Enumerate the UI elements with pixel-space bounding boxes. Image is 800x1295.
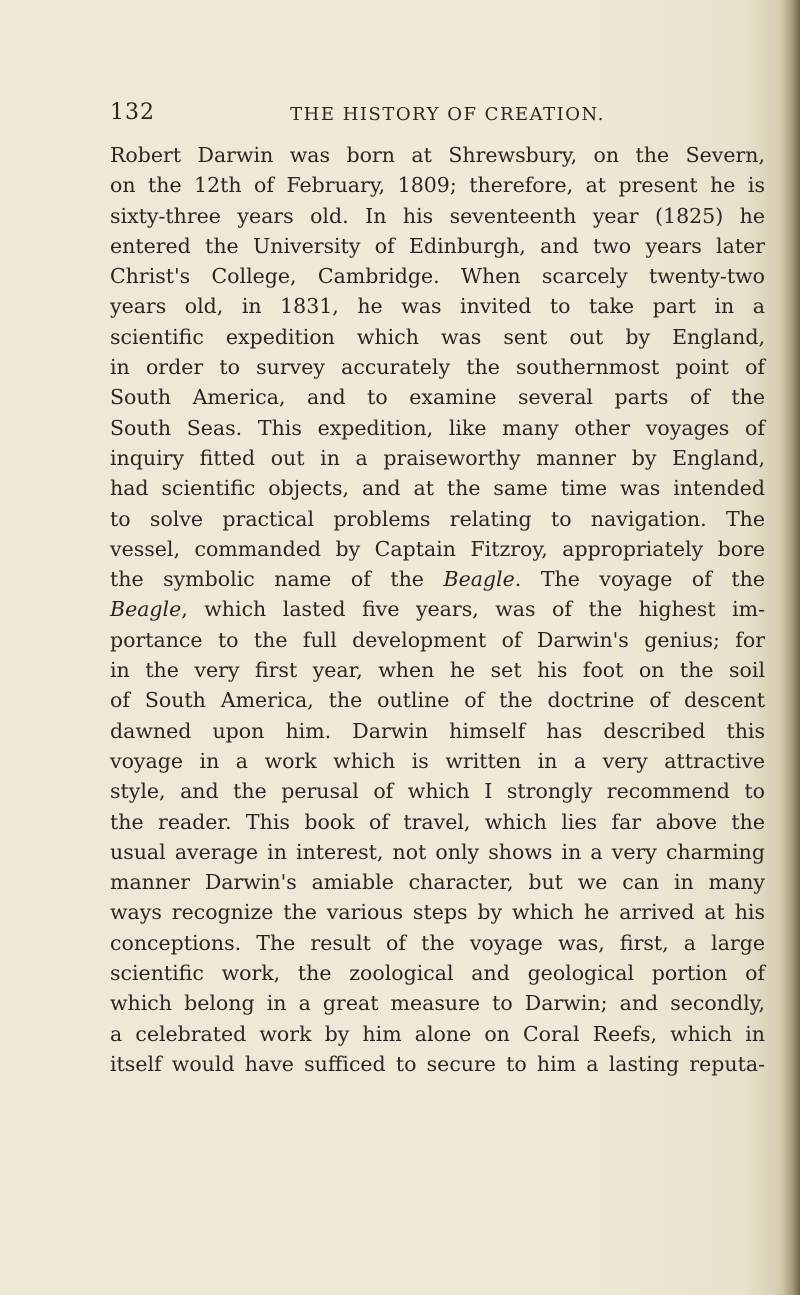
- text-line: portance to the full development of Darwin's genius; for: [110, 627, 765, 652]
- text-line: of South America, the outline of the doctrine of descent: [110, 688, 765, 713]
- text-line: scientific expedition which was sent out by England,: [110, 324, 765, 349]
- text-line: in the very first year, when he set his foot on the soil: [110, 658, 765, 683]
- text-line: conceptions. The result of the voyage was, first, a large: [110, 930, 765, 955]
- text-line: sixty-three years old. In his seventeenth year (1825) he: [110, 203, 765, 228]
- text-line: ways recognize the various steps by which he arrived at his: [110, 900, 765, 925]
- running-title: THE HISTORY OF CREATION.: [290, 104, 605, 125]
- text-line: a celebrated work by him alone on Coral Reefs, which in: [110, 1021, 765, 1046]
- text-line: the reader. This book of travel, which lies far above the: [110, 809, 765, 834]
- text-line: entered the University of Edinburgh, and two years later: [110, 233, 765, 258]
- text-line: Robert Darwin was born at Shrewsbury, on the Severn,: [110, 143, 765, 167]
- page-header: [110, 100, 765, 134]
- text-line: Christ's College, Cambridge. When scarcely twenty-two: [110, 264, 765, 289]
- text-line: dawned upon him. Darwin himself has described this: [110, 718, 765, 743]
- text-line: South Seas. This expedition, like many other voyages of: [110, 415, 765, 440]
- text-line: usual average in interest, not only shows in a very charming: [110, 839, 765, 864]
- text-line: to solve practical problems relating to navigation. The: [110, 506, 765, 531]
- text-line: South America, and to examine several parts of the: [110, 385, 765, 410]
- text-line: voyage in a work which is written in a very attractive: [110, 748, 765, 773]
- text-line: years old, in 1831, he was invited to take part in a: [110, 294, 765, 319]
- text-line: in order to survey accurately the southernmost point of: [110, 355, 765, 380]
- text-line: Beagle, which lasted five years, was of the highest im-: [110, 597, 765, 622]
- text-line: vessel, commanded by Captain Fitzroy, appropriately bore: [110, 536, 765, 561]
- text-line: the symbolic name of the Beagle. The voyage of the: [110, 567, 765, 592]
- text-line: had scientific objects, and at the same time was intended: [110, 476, 765, 501]
- text-line: itself would have sufficed to secure to him a lasting reputa-: [110, 1051, 765, 1076]
- text-line: manner Darwin's amiable character, but we can in many: [110, 870, 765, 895]
- text-line: scientific work, the zoological and geological portion of: [110, 961, 765, 986]
- page-number: 132: [110, 100, 155, 125]
- body-text: [110, 140, 765, 1079]
- text-line: inquiry fitted out in a praiseworthy manner by England,: [110, 445, 765, 470]
- page-edge-shadow: [782, 0, 800, 1295]
- text-line: which belong in a great measure to Darwin; and secondly,: [110, 991, 765, 1016]
- ship-name: Beagle: [443, 567, 515, 592]
- text-line: style, and the perusal of which I strongly recommend to: [110, 779, 765, 804]
- text-line: on the 12th of February, 1809; therefore, at present he is: [110, 173, 765, 198]
- ship-name: Beagle: [110, 597, 182, 622]
